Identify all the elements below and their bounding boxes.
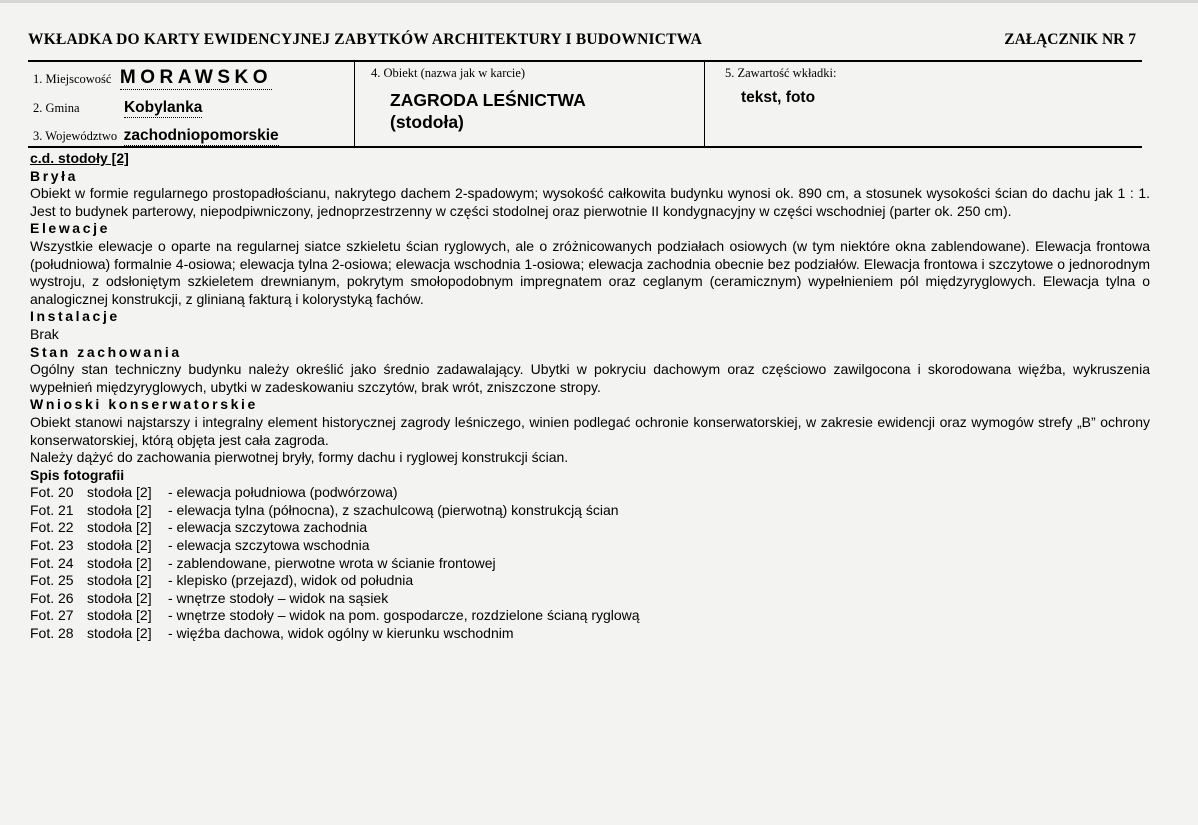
section-stan-zachowania: [30, 344, 1150, 397]
field-wojewodztwo: [33, 127, 279, 146]
photo-description: - elewacja tylna (północna), z szachulcową (pierwotną) konstrukcją ścian: [168, 501, 619, 518]
photo-number: Fot. 28: [30, 625, 74, 642]
photo-number: Fot. 27: [30, 607, 74, 624]
field-obiekt-label: 4. Obiekt (nazwa jak w karcie): [371, 66, 526, 80]
section-paragraph: Obiekt stanowi najstarszy i integralny element historycznej zagrody leśniczego, winien podlegać ochronie konserwatorskiej, w zakresie ewidencji oraz wymogów strefy „B” ochrony konserwatorskiej, którą objęta jest cała zagroda.: [30, 413, 1150, 448]
photo-object: stodoła [2]: [87, 625, 152, 642]
section-paragraph: Wszystkie elewacje o oparte na regularnej siatce szkieletu ścian ryglowych, ale o zróżnicowanych podziałach osiowych (w tym niektóre okna zablendowane). Elewacja frontowa (południowa) formalnie 4-osiowa; elewacja tylna 2-osiowa; elewacja wschodnia 1-osiowa; elewacja zachodnia obecnie bez podziałów. Elewacja frontowa i szczytowe o jednorodnym wystroju, z odsłoniętym szkieletem drewnianym, pokrytym smołopodobnym impregnatem oraz ceglanym (ceramicznym) wypełnieniem pól międzyryglowych. Elewacja tylna o analogicznej konstrukcji, z glinianą fakturą i kolorystyką fachów.: [30, 237, 1150, 307]
photo-object: stodoła [2]: [87, 537, 152, 554]
photo-object: stodoła [2]: [87, 607, 152, 624]
photo-number: Fot. 23: [30, 537, 74, 554]
field-value: zachodniopomorskie: [123, 127, 279, 144]
photo-description: - klepisko (przejazd), widok od południa: [168, 572, 414, 589]
photo-list-item: [30, 607, 1150, 625]
photo-number: Fot. 22: [30, 519, 74, 536]
field-value: MORAWSKO: [119, 67, 273, 88]
column-divider: [704, 62, 705, 146]
section-paragraph: Ogólny stan techniczny budynku należy określić jako średnio zadawalający. Ubytki w pokryciu dachowym oraz częściowo zawilgocona i skorodowana więźba, wykruszenia wypełnień międzyryglowych, ubytki w zadeskowaniu szczytów, brak wrót, zniszczone stropy.: [30, 361, 1150, 395]
continuation-subtitle: c.d. stodoły [2]: [30, 150, 129, 166]
field-gmina: [33, 99, 202, 118]
photo-description: - elewacja szczytowa zachodnia: [168, 519, 368, 536]
section-paragraph: Należy dążyć do zachowania pierwotnej bryły, formy dachu i ryglowej konstrukcji ścian.: [30, 449, 569, 466]
document-body: [30, 150, 1150, 643]
photo-list-item: [30, 519, 1150, 537]
field-label: 2. Gmina: [33, 101, 80, 115]
section-heading: Wnioski konserwatorskie: [30, 396, 258, 413]
photo-description: - zablendowane, pierwotne wrota w ścianie frontowej: [168, 554, 496, 571]
section-elewacje: [30, 220, 1150, 308]
photo-list-heading: Spis fotografii: [30, 466, 125, 483]
photo-list-item: [30, 625, 1150, 643]
scan-edge: [0, 0, 1198, 3]
section-heading: Bryła: [30, 167, 79, 184]
photo-list-item: [30, 555, 1150, 573]
field-miejscowosc: [33, 67, 272, 90]
photo-description: - elewacja południowa (podwórzowa): [168, 484, 398, 501]
column-divider: [354, 62, 355, 146]
section-heading: Instalacje: [30, 308, 120, 325]
photo-list-item: [30, 572, 1150, 590]
section-wnioski: [30, 396, 1150, 466]
section-paragraph: Brak: [30, 325, 59, 342]
photo-number: Fot. 26: [30, 589, 74, 606]
photo-description: - wnętrze stodoły – widok na sąsiek: [168, 589, 389, 606]
field-obiekt-value: [390, 89, 690, 133]
photo-object: stodoła [2]: [87, 589, 152, 606]
field-value: Kobylanka: [123, 99, 203, 116]
field-value-line: (stodoła): [390, 112, 464, 132]
photo-description: - wnętrze stodoły – widok na pom. gospodarcze, rozdzielone ścianą ryglową: [168, 607, 640, 624]
photo-list-items: [30, 484, 1150, 642]
photo-number: Fot. 21: [30, 501, 74, 518]
field-label: 3. Województwo: [33, 129, 118, 143]
photo-number: Fot. 24: [30, 554, 74, 571]
photo-object: stodoła [2]: [87, 554, 152, 571]
annex-number: ZAŁĄCZNIK NR 7: [1004, 31, 1136, 48]
photo-number: Fot. 20: [30, 484, 74, 501]
section-paragraph: Obiekt w formie regularnego prostopadłościanu, nakrytego dachem 2-spadowym; wysokość całkowita budynku wynosi ok. 890 cm, a stosunek wysokości ścian do dachu jak 1 : 1. Jest to budynek parterowy, niepodpiwniczony, jednoprzestrzenny w części stodolnej oraz pierwotnie II kondygnacyjny w części wschodniej (parter ok. 250 cm).: [30, 185, 1150, 219]
section-bryla: [30, 168, 1150, 221]
field-value-line: ZAGRODA LEŚNICTWA: [390, 90, 586, 110]
section-heading: Elewacje: [30, 220, 110, 237]
document-header: [28, 31, 1138, 53]
photo-list-item: [30, 590, 1150, 608]
photo-object: stodoła [2]: [87, 519, 152, 536]
field-label: 1. Miejscowość: [33, 72, 112, 86]
photo-description: - elewacja szczytowa wschodnia: [168, 537, 370, 554]
identification-box: [28, 60, 1142, 148]
document-title: WKŁADKA DO KARTY EWIDENCYJNEJ ZABYTKÓW ARCHITEKTURY I BUDOWNICTWA: [28, 31, 703, 48]
photo-object: stodoła [2]: [87, 484, 152, 501]
field-zawartosc-value: tekst, foto: [741, 89, 816, 106]
photo-list-item: [30, 484, 1150, 502]
photo-list-item: [30, 537, 1150, 555]
photo-object: stodoła [2]: [87, 572, 152, 589]
photo-list: [30, 467, 1150, 643]
photo-number: Fot. 25: [30, 572, 74, 589]
photo-description: - więźba dachowa, widok ogólny w kierunku wschodnim: [168, 625, 514, 642]
section-heading: Stan zachowania: [30, 343, 182, 360]
field-zawartosc-label: 5. Zawartość wkładki:: [725, 66, 837, 80]
section-instalacje: [30, 308, 1150, 343]
photo-list-item: [30, 502, 1150, 520]
photo-object: stodoła [2]: [87, 501, 152, 518]
